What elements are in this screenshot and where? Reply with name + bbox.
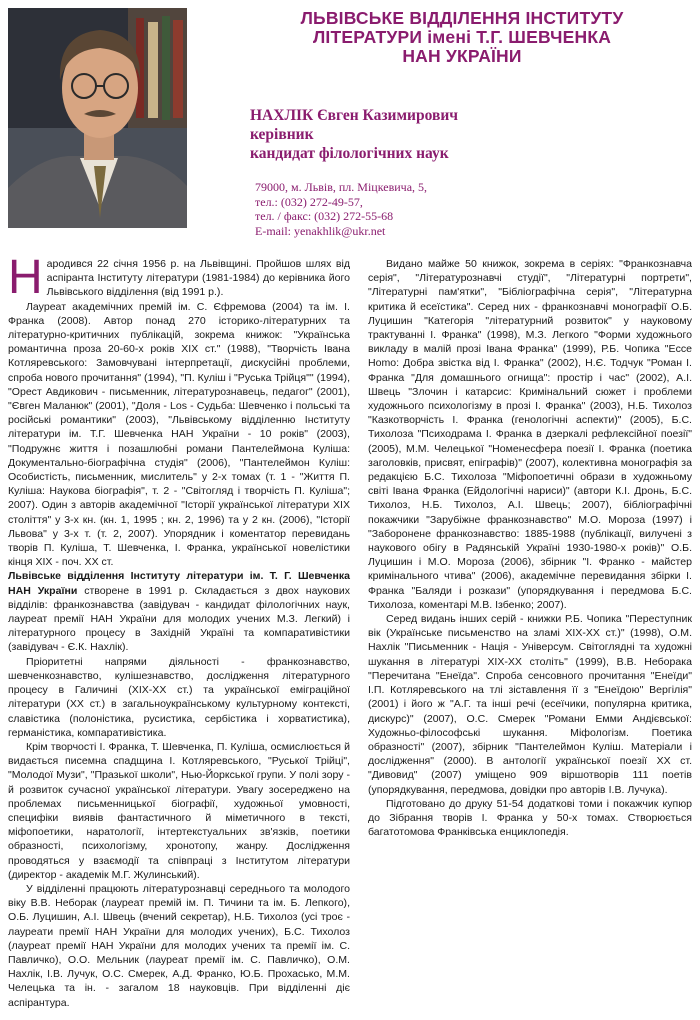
department-name: Львівське відділення Інституту літератури ім. Т. Г. Шевченка НАН України — [8, 570, 350, 597]
paragraph-intro — [8, 251, 350, 304]
paragraph-staff: У відділенні працюють літературознавці середнього та молодого віку В.В. Неборак (лауреат премій ім. П. Тичини та ім. Б. Лепкого), О.Б. Луцишин, А.І. Швець (вчений секретар), Н.Б. Тихолоз (усі троє - лауреати премії НАН України для молодих учених), Б.С. Тихолоз (лауреат премії НАН України для молодих учених та премії ім. С. Павличко), О.О. Мельник (лауреат премії ім. С. Павличко), О.М. Нахлік, І.В. Лучук, О.С. Смерек, А.Д. Франко, Ю.Б. Прохасько, М.М. Челецька та ін. - загалом 18 науковців. При відділенні діє аспірантура. — [8, 882, 350, 1009]
org-title-line-3: НАН УКРАЇНИ — [402, 46, 522, 66]
article-column-left — [8, 251, 350, 1010]
contact-tel: тел.: (032) 272-49-57, — [255, 194, 363, 209]
paragraph-intro-text: ародився 22 січня 1956 р. на Львівщині. Пройшов шлях від аспіранта Інституту літератури (1981-1984) до керівника його Львівського відділення (від 1991 р.). — [46, 258, 350, 299]
person-degree: кандидат філологічних наук — [250, 145, 449, 162]
article-body — [8, 251, 692, 1017]
drop-cap: Н — [8, 251, 43, 304]
paragraph-upcoming: Підготовано до друку 51-54 додаткові томи і покажчик купюр до Зібрання творів І. Франка у 50-х томах. Створюється багатотомова Франківська енциклопедія. — [368, 797, 692, 839]
person-name: НАХЛІК Євген Казимирович — [250, 107, 459, 124]
paragraph-research: Крім творчості І. Франка, Т. Шевченка, П. Куліша, осмислюється й видається писемна спадщина І. Котляревського, "Руської Трійці", "Молодої Музи", "Празької школи", Нью-Йоркської групи. У полі зору - й розвиток сучасної української літератури. Увагу зосереджено на проблемах письменницької біографії, художньої умовності, специфіки виявів фантастичного й міметичного в тексті, міфопоетики, наратології, інтертекстуальних зв'язків, поетики образності, психологізму, хронотопу, жанру. Дослідження проводяться у взаємодії та співпраці з Інститутом літератури (директор - академік М.Г. Жулинський). — [8, 740, 350, 881]
article-column-right — [368, 257, 692, 839]
portrait-photo — [8, 8, 187, 228]
paragraph-publications: Видано майже 50 книжок, зокрема в серіях: "Франкознавча серія", "Літературознавчі студії", "Літературні портрети", "Літературні пам'ятки", "Бібліографічна серія", "Літературна критика й есеїстика". Серед них - франкознавчі монографії О.Б. Луцишин "Категорія "літературний розвиток" у науковому трактуванні І. Франка" (1998), М.З. Легкого "Форми художнього викладу в малій прозі Івана Франка" (1999), Р.Б. Чопика "Ecce Homo: Добра звістка від І. Франка" (2002), Н.Є. Тодчук "Роман І. Франка "Для домашнього огнища": простір і час" (2002), А.І. Швець "Злочин і катарсис: Кримінальний сюжет і проблеми художнього психологізму в прозі І. Франка" (2003), Н.Б. Тихолоз "Казкотворчість І. Франка (генологічні аспекти)" (2005), Б.С. Тихолоза "Психодрама І. Франка в дзеркалі рефлексійної поезії" (2005), М.М. Челецької "Номенесфера поезії І. Франка (поетика заголовків, присвят, епіграфів)" (2007), колективна монографія за редакцією Б.С. Тихолоза "Міфопоетичні образи в художньому світі Івана Франка (Ейдологічні нариси)" (автори К.І. Дронь, Б.С. Тихолоз, Н.Б. Тихолоз, А.І. Швець; 2007), бібліографічні покажчики "Зарубіжне франкознавство" М.О. Мороза (1997) і "Заборонене франкознавство: 1885-1988 (публікації, вилучені з наукового обігу в Радянській Україні 1930-1980-х років)" О.Б. Луцишин і М.О. Мороза (2006), збірник "І. Франко - майстер кримінального чтива" (2006), академічне перевидання збірки І. Франка "Баляди і розкази" (упорядкування і передмова Б.С. Тихолоза, коментарі М.В. Ізбенко; 2007). — [368, 258, 692, 611]
contact-email: E-mail: yenakhlik@ukr.net — [255, 223, 386, 238]
org-title-line-1: ЛЬВІВСЬКЕ ВІДДІЛЕННЯ ІНСТИТУТУ — [300, 8, 624, 28]
org-title-line-2: ЛІТЕРАТУРИ імені Т.Г. ШЕВЧЕНКА — [312, 27, 612, 47]
organization-title — [232, 9, 692, 66]
contact-address: 79000, м. Львів, пл. Міцкевича, 5, — [255, 180, 428, 194]
paragraph-awards-works: Лауреат академічних премій ім. С. Єфремова (2004) та ім. І. Франка (2008). Автор понад 270 історико-літературних та літературно-критичних публікацій, зокрема книжок: "Українська романтична проза 20-60-х років XIX ст." (1988), "Творчість Івана Котляревського: Замовчувані інтерпретації, дискусійні проблеми, спроба нового прочитання" (1994), "П. Куліш і "Руська Трійця"" (1994), "Орест Авдикович - письменник, літературознавець, педагог" (2001), "Євген Маланюк" (2001), "Доля - Los - Судьба: Шевченко і польські та російські романтики" (2003), "Львівському відділенню Інституту літератури ім. Т.Г. Шевченка НАН України - 10 років" (2003), "Подружнє життя і позашлюбні романи Пантелеймона Куліша: Документально-біографічна студія" (2006), "Пантелеймон Куліш: Особистість, письменник, мислитель" у 2-х томах (т. 1 - "Життя П. Куліша: Наукова біографія", т. 2 - "Світогляд і творчість П. Куліша"; 2007). Один з авторів академічної "Історії української літератури XIX століття" у 3-х кн. (кн. 1, 1995 ; кн. 2, 1996) та у 2 кн. (2006), "Історії Львова" у 3-х т. (т. 2, 2007). Упорядник і коментатор перевидань творів П. Куліша, Т. Шевченка, І. Франка, української новелістики кінця XIX - поч. XX ст. — [8, 300, 350, 569]
contact-info — [255, 180, 427, 238]
paragraph-priorities: Пріоритетні напрями діяльності - франкознавство, шевченкознавство, кулішезнавство, дослідження літературного процесу в Галичині (XIX-XX ст.) та української еміграційної літератури (XX ст.) в загальноукраїнському культурному контексті, славістика (полоністика, русистика, сербістика і хорватистика), германістика, компаративістика. — [8, 655, 350, 739]
paragraph-department — [8, 569, 350, 654]
department-description: створене в 1991 р. Складається з двох наукових відділів: франкознавства (завідувач - кандидат філологічних наук, лауреат премії НАН України для молодих учених М.З. Легкий) і літературного процесу в Західній Україні та компаративістики (завідувач - Є.К. Нахлік). — [8, 584, 350, 654]
contact-fax: тел. / факс: (032) 272-55-68 — [255, 209, 394, 224]
person-position: керівник — [250, 126, 314, 143]
person-block — [250, 106, 458, 163]
paragraph-other-series: Серед видань інших серій - книжки Р.Б. Чопика "Переступник вік (Українське письменство на зламі XIX-XX ст.)" (1998), О.М. Нахлік "Письменник - Нація - Універсум. Світоглядні та художні шукання в літературі XIX-XX століть" (1999), В.В. Неборака "Перечитана "Енеїда". Спроба сенсовного прочитання "Енеїди" І.П. Котляревського на тлі зіставлення її з "Енеїдою" Вергілія" (2001) і його ж "А.Г. та інші речі (есеїчики, популярна критика, дискурс)" (2007), О.С. Смерек "Романи Емми Андієвської: Художньо-філософські шукання. Міфологізм. Поетика образності" (2007), збірник "Пантелеймон Куліш. Матеріали і дослідження" (2000). В антології української поезії XX ст. "Дивовид" (2007) уміщено 909 віршотворів 111 поетів (упорядкування, передмова, довідки про авторів І.В. Лучука). — [368, 613, 692, 796]
